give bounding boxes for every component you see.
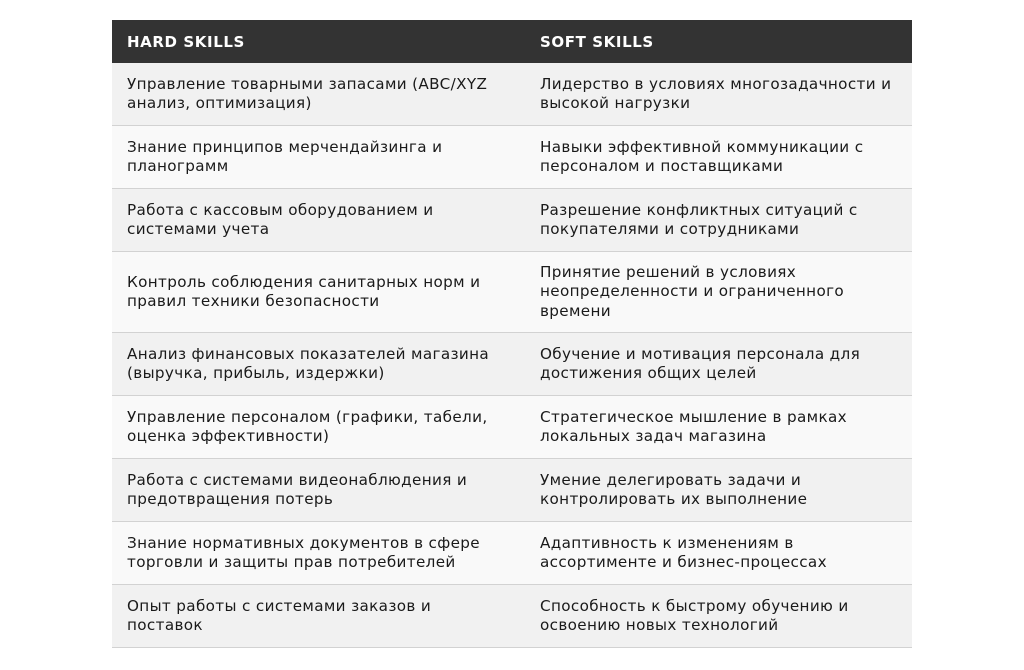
hard-skill-cell: Работа с системами видеонаблюдения и предотвращения потерь: [112, 459, 525, 522]
header-soft-skills: SOFT SKILLS: [525, 20, 912, 63]
header-hard-skills: HARD SKILLS: [112, 20, 525, 63]
soft-skill-cell: Разрешение конфликтных ситуаций с покупателями и сотрудниками: [525, 189, 912, 252]
soft-skill-cell: Принятие решений в условиях неопределенности и ограниченного времени: [525, 252, 912, 333]
hard-skill-cell: Знание принципов мерчендайзинга и планограмм: [112, 126, 525, 189]
table-header: [112, 20, 912, 63]
hard-skill-cell: Опыт работы с системами заказов и поставок: [112, 585, 525, 648]
table-body: [112, 63, 912, 648]
table-row: [112, 252, 912, 333]
soft-skill-cell: Способность к быстрому обучению и освоению новых технологий: [525, 585, 912, 648]
table-row: [112, 333, 912, 396]
hard-skill-cell: Анализ финансовых показателей магазина (выручка, прибыль, издержки): [112, 333, 525, 396]
hard-skill-cell: Управление товарными запасами (ABC/XYZ анализ, оптимизация): [112, 63, 525, 126]
hard-skill-cell: Контроль соблюдения санитарных норм и правил техники безопасности: [112, 252, 525, 333]
hard-skill-cell: Управление персоналом (графики, табели, оценка эффективности): [112, 396, 525, 459]
skills-table: [112, 20, 912, 648]
table-row: [112, 396, 912, 459]
table-row: [112, 459, 912, 522]
soft-skill-cell: Стратегическое мышление в рамках локальных задач магазина: [525, 396, 912, 459]
soft-skill-cell: Умение делегировать задачи и контролировать их выполнение: [525, 459, 912, 522]
soft-skill-cell: Адаптивность к изменениям в ассортименте и бизнес-процессах: [525, 522, 912, 585]
table-row: [112, 63, 912, 126]
soft-skill-cell: Навыки эффективной коммуникации с персоналом и поставщиками: [525, 126, 912, 189]
table-row: [112, 126, 912, 189]
table-row: [112, 189, 912, 252]
table-row: [112, 585, 912, 648]
soft-skill-cell: Обучение и мотивация персонала для достижения общих целей: [525, 333, 912, 396]
table-row: [112, 522, 912, 585]
header-row: [112, 20, 912, 63]
hard-skill-cell: Работа с кассовым оборудованием и системами учета: [112, 189, 525, 252]
skills-table-container: [112, 20, 912, 648]
hard-skill-cell: Знание нормативных документов в сфере торговли и защиты прав потребителей: [112, 522, 525, 585]
soft-skill-cell: Лидерство в условиях многозадачности и высокой нагрузки: [525, 63, 912, 126]
